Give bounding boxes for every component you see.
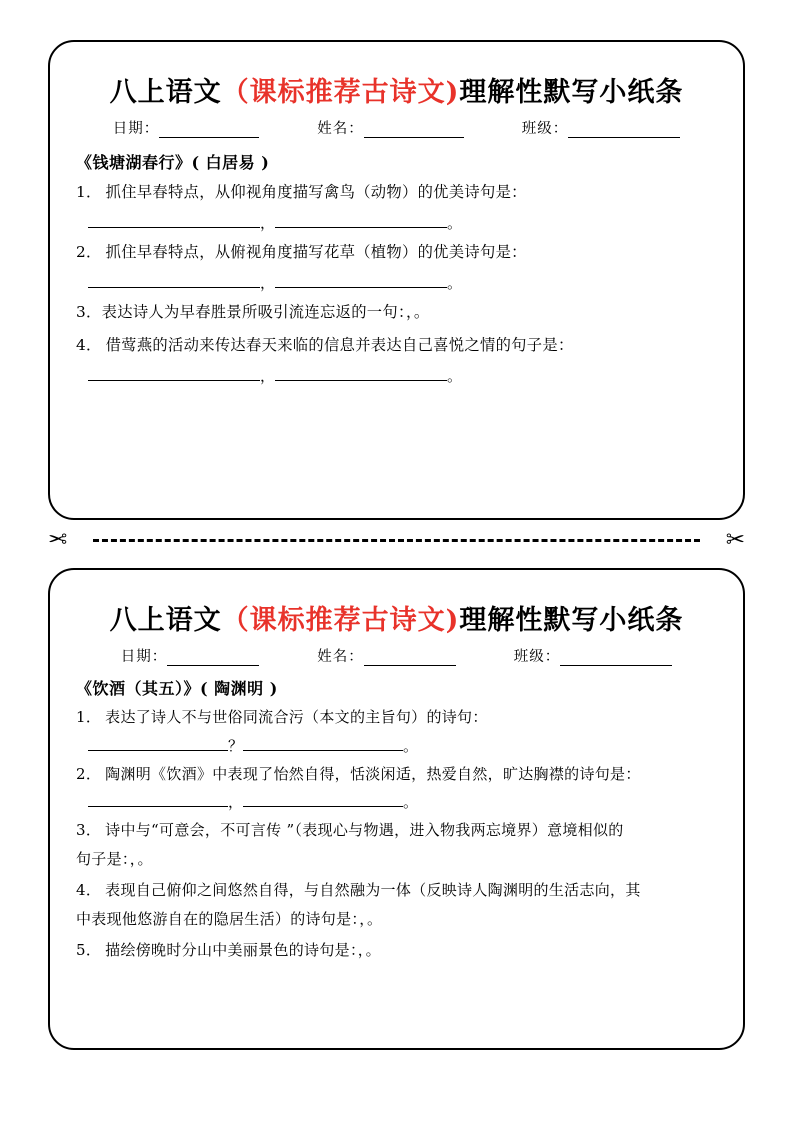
page-title-top bbox=[74, 70, 719, 109]
question-number: 2． bbox=[76, 242, 102, 261]
title-red: （课标推荐古诗文) bbox=[221, 605, 460, 636]
question-text: 陶渊明《饮酒》中表现了怡然自得，恬淡闲适，热爱自然，旷达胸襟的诗句是： bbox=[105, 764, 641, 783]
answer-period: 。 bbox=[413, 302, 430, 321]
question-item bbox=[76, 818, 719, 844]
answer-blank[interactable] bbox=[88, 735, 228, 751]
answer-period: 。 bbox=[403, 793, 419, 811]
question-text: 诗中与“可意会，不可言传 ”（表现心与物遇，进入物我两忘境界）意境相似的 bbox=[105, 821, 624, 839]
question-number: 3． bbox=[76, 821, 102, 839]
answer-blank[interactable] bbox=[88, 212, 260, 228]
meta-row-top bbox=[74, 117, 719, 138]
question-number: 2． bbox=[76, 764, 102, 783]
answer-line bbox=[88, 272, 719, 293]
title-red: （课标推荐古诗文) bbox=[221, 77, 460, 108]
question-text-2: 句子是： bbox=[76, 849, 130, 868]
answer-comma: ， bbox=[129, 849, 138, 868]
question-continuation bbox=[76, 907, 719, 933]
meta-row-bottom bbox=[74, 645, 719, 666]
answer-comma: ， bbox=[228, 793, 244, 811]
answer-blank[interactable] bbox=[243, 735, 403, 751]
meta-class bbox=[522, 117, 681, 138]
answer-blank[interactable] bbox=[275, 212, 447, 228]
answer-comma: ， bbox=[260, 213, 276, 232]
question-item bbox=[76, 878, 719, 904]
meta-class-label: 班级： bbox=[521, 121, 569, 137]
question-text: 表达诗人为早春胜景所吸引流连忘返的一句： bbox=[101, 302, 406, 321]
title-before: 八上语文 bbox=[109, 605, 222, 636]
scissors-icon: ✂ bbox=[725, 526, 745, 553]
question-text: 抓住早春特点，从俯视角度描写花草（植物）的优美诗句是： bbox=[105, 242, 527, 261]
cut-separator bbox=[48, 520, 745, 560]
worksheet-card-bottom bbox=[48, 568, 745, 1050]
page-title-bottom bbox=[74, 598, 719, 637]
answer-period: 。 bbox=[403, 736, 419, 755]
question-text: 表达了诗人不与世俗同流合污（本文的主旨句）的诗句： bbox=[105, 708, 488, 726]
question-number: 5． bbox=[76, 941, 102, 959]
answer-period: 。 bbox=[447, 366, 463, 385]
answer-comma: ， bbox=[405, 302, 414, 321]
question-number: 4． bbox=[76, 336, 102, 355]
meta-class-label: 班级： bbox=[513, 649, 561, 665]
answer-period: 。 bbox=[365, 941, 381, 959]
meta-name-field[interactable] bbox=[364, 123, 464, 138]
answer-line bbox=[88, 365, 719, 386]
question-item bbox=[76, 762, 719, 788]
answer-period: 。 bbox=[367, 909, 383, 928]
scissors-icon: ✂ bbox=[48, 526, 68, 553]
answer-line bbox=[88, 791, 719, 812]
title-before: 八上语文 bbox=[109, 77, 222, 108]
answer-line bbox=[88, 212, 719, 233]
title-after: 理解性默写小纸条 bbox=[459, 77, 684, 108]
answer-comma: ， bbox=[260, 366, 276, 385]
answer-blank[interactable] bbox=[275, 272, 447, 288]
poem-title-bottom: 《饮酒（其五）》( 陶渊明 ) bbox=[76, 679, 278, 698]
question-text: 表现自己俯仰之间悠然自得，与自然融为一体（反映诗人陶渊明的生活志向，其 bbox=[105, 881, 641, 899]
dashed-cut-line bbox=[93, 539, 699, 542]
meta-date bbox=[113, 117, 260, 138]
question-item bbox=[76, 938, 719, 964]
answer-period: 。 bbox=[447, 273, 463, 292]
meta-date-label: 日期： bbox=[120, 649, 168, 665]
answer-blank[interactable] bbox=[88, 791, 228, 807]
meta-name-field[interactable] bbox=[364, 651, 456, 666]
answer-blank[interactable] bbox=[88, 365, 260, 381]
question-number: 1． bbox=[76, 183, 102, 201]
meta-date-label: 日期： bbox=[112, 121, 160, 137]
answer-blank[interactable] bbox=[88, 272, 260, 288]
answer-qmark: ？ bbox=[228, 736, 244, 755]
meta-class-field[interactable] bbox=[568, 123, 680, 138]
worksheet-card-top bbox=[48, 40, 745, 520]
title-after: 理解性默写小纸条 bbox=[459, 605, 684, 636]
question-text: 借莺燕的活动来传达春天来临的信息并表达自己喜悦之情的句子是： bbox=[105, 336, 574, 355]
answer-comma: ， bbox=[359, 909, 368, 928]
question-item bbox=[76, 239, 719, 266]
answer-line bbox=[88, 735, 719, 756]
answer-period: 。 bbox=[137, 849, 153, 868]
meta-name bbox=[317, 117, 464, 138]
answer-blank[interactable] bbox=[275, 365, 447, 381]
question-item bbox=[76, 179, 719, 206]
answer-period: 。 bbox=[447, 213, 463, 232]
meta-date-field[interactable] bbox=[159, 123, 259, 138]
question-number: 1． bbox=[76, 708, 102, 726]
question-number: 3． bbox=[76, 302, 102, 321]
question-continuation bbox=[76, 847, 719, 873]
question-item bbox=[76, 299, 719, 327]
meta-name-label: 姓名： bbox=[317, 649, 364, 665]
question-text: 描绘傍晚时分山中美丽景色的诗句是： bbox=[105, 941, 358, 959]
question-item bbox=[76, 332, 719, 359]
answer-comma: ， bbox=[260, 273, 276, 292]
poem-title-top: 《钱塘湖春行》( 白居易 ) bbox=[76, 153, 270, 172]
meta-name bbox=[317, 645, 456, 666]
meta-name-label: 姓名： bbox=[317, 121, 364, 137]
question-number: 4． bbox=[76, 881, 102, 899]
meta-date bbox=[121, 645, 260, 666]
question-item bbox=[76, 705, 719, 731]
question-text-2: 中表现他悠游自在的隐居生活）的诗句是： bbox=[76, 909, 360, 928]
meta-class bbox=[514, 645, 673, 666]
answer-comma: ， bbox=[357, 941, 366, 959]
question-text: 抓住早春特点，从仰视角度描写禽鸟（动物）的优美诗句是： bbox=[105, 183, 527, 201]
meta-date-field[interactable] bbox=[167, 651, 259, 666]
meta-class-field[interactable] bbox=[560, 651, 672, 666]
answer-blank[interactable] bbox=[243, 791, 403, 807]
